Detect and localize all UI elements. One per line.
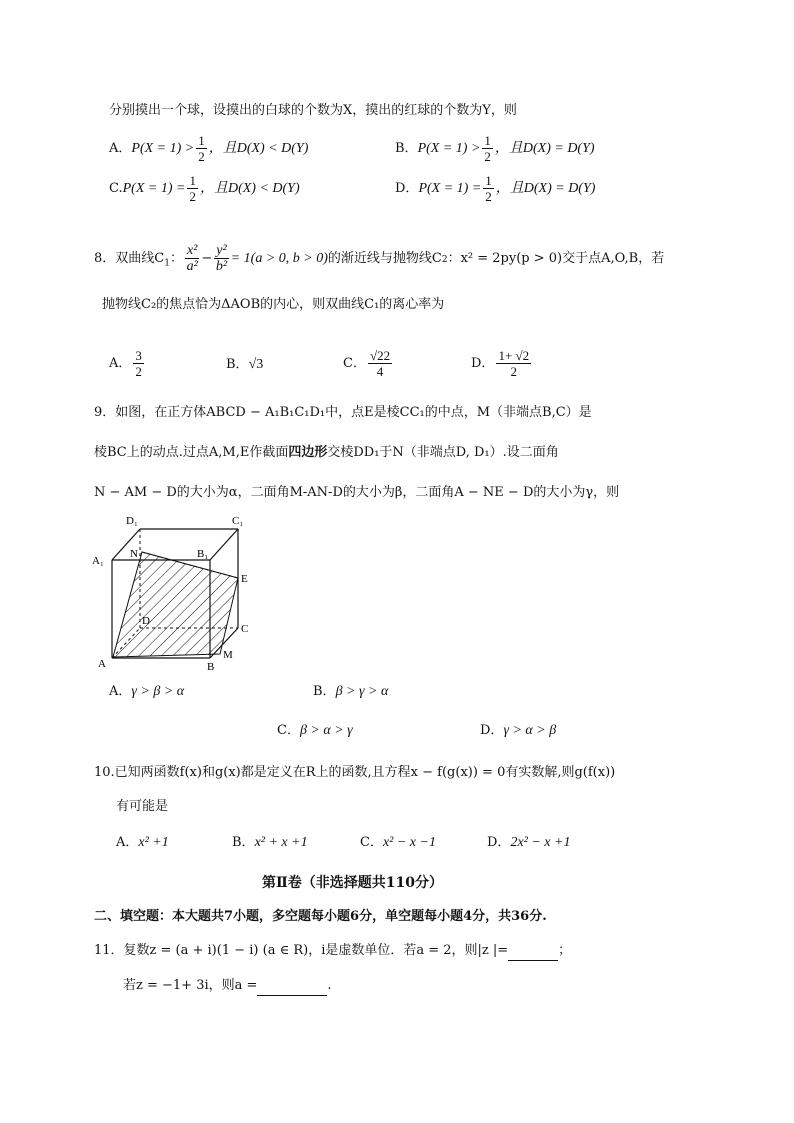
fraction-x (185, 243, 199, 274)
fraction (196, 133, 207, 164)
option-value: √3 (248, 357, 264, 372)
denominator: 2 (510, 364, 518, 379)
section-title: 第Ⅱ卷（非选择题共110分） (262, 875, 444, 891)
denominator: 2 (189, 189, 196, 204)
q10-option-d (487, 834, 570, 852)
option-expr: β > γ > α (335, 684, 389, 699)
q9-line2-bold: 四边形 (288, 445, 328, 460)
fraction (187, 173, 198, 204)
numerator: 1+ √2 (498, 348, 530, 363)
part2-heading: 二、填空题：本大题共7小题，多空题每小题6分，单空题每小题4分，共36分. (94, 909, 547, 924)
q8-line1: 8．双曲线$C_1$： $\frac{\text{x²}}{\text{a²}}$ − $\frac{\text{y²}}{\text{b²}}$ = 1(a > 0, b > 0)的渐近线与抛物线C2：x² = 2py(p > 0)交于点A,O,B，若 (94, 243, 665, 274)
option-label: C． (343, 356, 366, 371)
answer-blank-2[interactable] (257, 977, 327, 996)
label-M: M (223, 649, 233, 661)
option-expr: 2x² − x +1 (510, 835, 571, 850)
section-quadrilateral (113, 552, 238, 657)
q7-tail-text: 分别摸出一个球，设摸出的白球的个数为X，摸出的红球的个数为Y，则 (109, 103, 517, 118)
label-B: B (207, 661, 215, 672)
denominator: 4 (376, 364, 384, 379)
q8-option-c (343, 348, 394, 379)
q10-option-b (232, 834, 308, 852)
option-expr: P(X = 1) = (122, 181, 186, 196)
q11-line2 (123, 977, 332, 996)
q8-eq-rest: = 1(a > 0, b > 0) (230, 251, 328, 266)
q7-option-d (395, 173, 595, 204)
q9-option-c (277, 722, 353, 740)
label-D: D (142, 615, 150, 627)
label-N: N (130, 548, 138, 560)
numerator: 1 (484, 133, 491, 148)
q9-line2 (94, 444, 559, 462)
edge-B1-C1 (210, 529, 238, 560)
option-expr: γ > β > α (131, 684, 185, 699)
q7-option-c (109, 173, 300, 204)
option-expr-tail: ，且D(X) = D(Y) (494, 141, 595, 156)
fraction-y (214, 243, 228, 274)
q9-line1: 9．如图，在正方体ABCD − A₁B₁C₁D₁中，点E是棱CC₁的中点，M（非端点B,C）是 (94, 405, 592, 420)
fraction (482, 133, 493, 164)
option-label: D． (471, 356, 495, 371)
q7-option-b (395, 133, 595, 164)
denominator: 2 (484, 149, 491, 164)
option-label: B． (226, 357, 249, 372)
option-expr: x² + x +1 (254, 835, 308, 850)
option-expr: x² − x −1 (382, 835, 436, 850)
fraction (133, 348, 144, 379)
q8-sub: 1 (164, 258, 170, 269)
denominator: 2 (485, 189, 492, 204)
label-B1: B₁ (197, 548, 209, 560)
option-expr: x² +1 (138, 835, 169, 850)
q7-option-a (109, 133, 308, 164)
option-expr-tail: ，且D(X) < D(Y) (208, 141, 309, 156)
option-expr-tail: ，且D(X) = D(Y) (495, 181, 596, 196)
numerator: 1 (189, 173, 196, 188)
q11-line1-text: 11．复数z = (a + i)(1 − i) (a ∈ R)，i是虚数单位．若a = 2，则|z |= (94, 943, 509, 958)
option-label: C. (109, 181, 123, 196)
label-D1: D₁ (126, 515, 138, 527)
numerator: 1 (198, 133, 205, 148)
numerator: y² (216, 243, 227, 258)
option-label: D． (395, 181, 419, 196)
option-label: C． (277, 723, 300, 738)
denominator: 2 (135, 364, 142, 379)
q10-line2: 有可能是 (116, 799, 169, 814)
q9-line2-b: 交棱DD₁于N（非端点D, D₁）.设二面角 (327, 445, 559, 460)
q8-option-d (471, 348, 533, 379)
denominator: a² (186, 259, 198, 274)
numerator: 1 (485, 173, 492, 188)
numerator: 3 (135, 348, 142, 363)
q11-line1-end: ； (558, 943, 572, 958)
label-C1: C₁ (232, 515, 244, 527)
option-expr: P(X = 1) > (417, 141, 481, 156)
option-label: B． (313, 684, 336, 699)
q8-mid: 的渐近线与抛物线C (327, 251, 442, 266)
q11-line2-end: . (327, 978, 332, 993)
option-label: A． (116, 835, 139, 850)
q11-line1 (94, 942, 571, 961)
option-label: A． (109, 684, 132, 699)
option-expr: β > α > γ (299, 723, 353, 738)
denominator: b² (215, 259, 228, 274)
q9-option-a (109, 683, 184, 701)
fraction (483, 173, 494, 204)
option-label: D． (487, 835, 511, 850)
option-expr: P(X = 1) > (131, 141, 195, 156)
label-C: C (241, 623, 249, 635)
label-A: A (98, 658, 106, 670)
q9-option-d (480, 722, 556, 740)
q11-line2-text: 若z = −1+ 3i，则a = (123, 978, 258, 993)
option-label: A． (109, 141, 132, 156)
option-label: B． (232, 835, 255, 850)
q9-option-b (313, 683, 388, 701)
q10-option-c (360, 834, 436, 852)
q9-line2-a: 棱BC上的动点.过点A,M,E作截面 (94, 445, 289, 460)
denominator: 2 (198, 149, 205, 164)
q8-line2: 抛物线C₂的焦点恰为ΔAOB的内心，则双曲线C₁的离心率为 (102, 297, 445, 312)
label-E: E (241, 573, 248, 585)
q10-line1: 10.已知两函数f(x)和g(x)都是定义在R上的函数,且方程x − f(g(x)) = 0有实数解,则g(f(x)) (94, 765, 616, 780)
q8-option-b (226, 356, 263, 374)
q8-option-a (109, 348, 146, 379)
q8-tail: ：x² = 2py(p > 0)交于点A,O,B，若 (447, 251, 665, 266)
option-label: A． (109, 356, 132, 371)
cube-figure (90, 512, 260, 672)
option-label: B． (395, 141, 418, 156)
numerator: x² (186, 243, 198, 258)
q8-sub2: 2 (441, 255, 448, 265)
q8-prefix: 8．双曲线C (94, 251, 165, 266)
label-A1: A₁ (92, 555, 104, 567)
answer-blank-1[interactable] (508, 942, 558, 961)
option-expr: P(X = 1) = (418, 181, 482, 196)
fraction (496, 348, 531, 379)
q9-line3: N − AM − D的大小为α，二面角M-AN-D的大小为β，二面角A − NE − D的大小为γ，则 (94, 485, 620, 500)
q10-option-a (116, 834, 169, 852)
option-expr: γ > α > β (503, 723, 557, 738)
option-expr-tail: ，且D(X) < D(Y) (199, 181, 300, 196)
option-label: D． (480, 723, 504, 738)
fraction (368, 348, 392, 379)
numerator: √22 (369, 348, 391, 363)
option-label: C． (360, 835, 383, 850)
